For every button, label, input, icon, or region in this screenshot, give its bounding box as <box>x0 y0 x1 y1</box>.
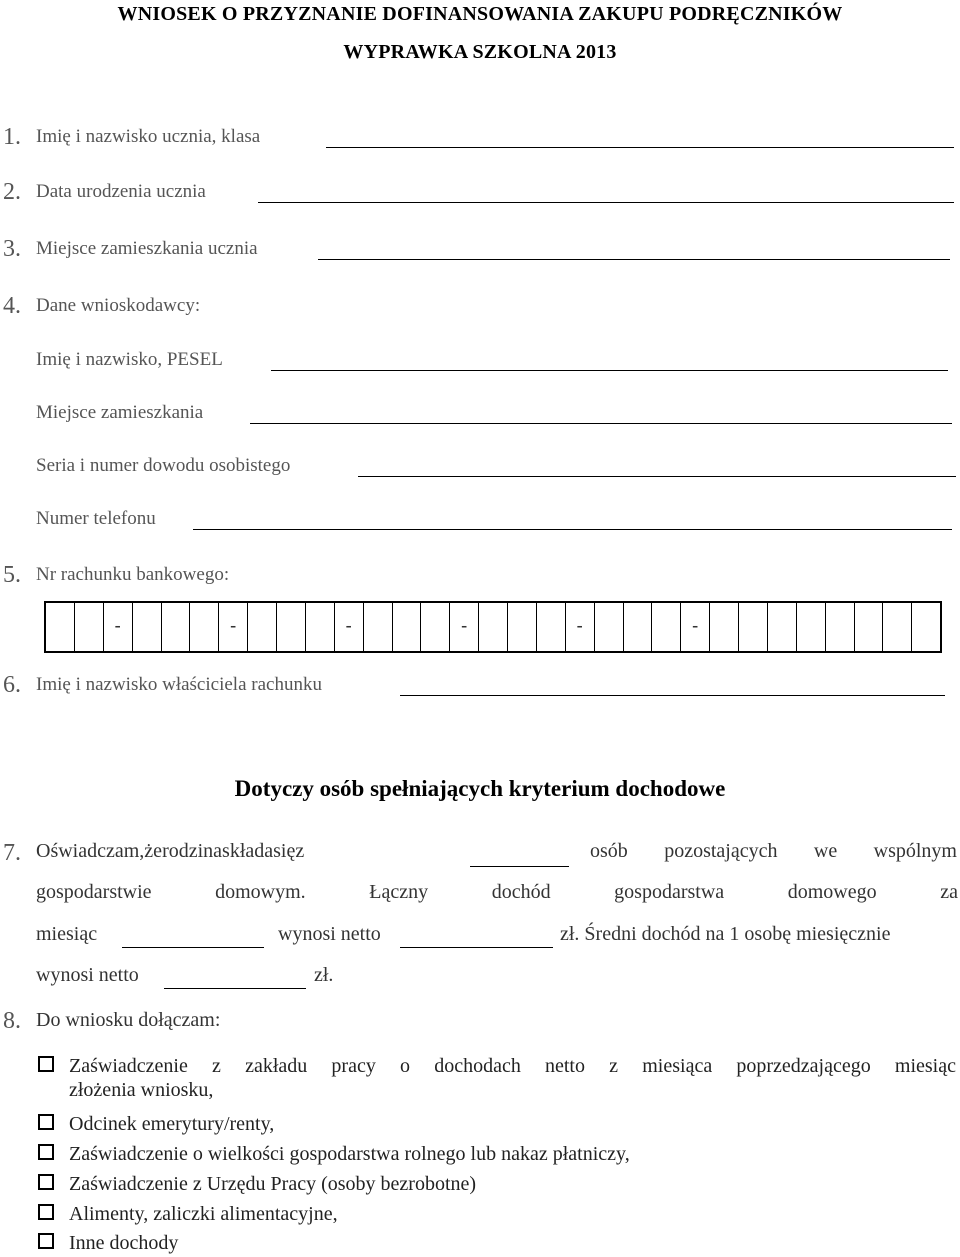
attachment-item[interactable] <box>38 1110 958 1138</box>
statement-word: że <box>144 840 163 862</box>
statement-line1-end <box>590 840 957 863</box>
statement-word: się <box>273 840 296 862</box>
attachment-line2: złożenia wniosku, <box>69 1079 214 1101</box>
digit-box[interactable] <box>248 603 277 651</box>
statement-word: pozostających <box>664 840 778 862</box>
form-title-line2: WYPRAWKA SZKOLNA 2013 <box>343 41 617 63</box>
digit-box[interactable] <box>624 603 653 651</box>
applicant-row-id-card <box>0 451 960 481</box>
digit-box[interactable] <box>277 603 306 651</box>
separator-box: - <box>104 603 133 651</box>
account-owner-input-line[interactable] <box>400 695 945 696</box>
attachment-word: z <box>609 1055 619 1077</box>
statement-word: Łączny <box>369 881 429 903</box>
statement-word: z <box>295 840 305 862</box>
field-number: 4. <box>3 293 21 319</box>
field-label: Imię i nazwisko właściciela rachunku <box>36 674 322 695</box>
digit-box[interactable] <box>537 603 566 651</box>
digit-box[interactable] <box>710 603 739 651</box>
digit-box[interactable] <box>855 603 884 651</box>
attachment-text: Odcinek emerytury/renty, <box>69 1113 275 1135</box>
field-label: Imię i nazwisko ucznia, klasa <box>36 126 261 147</box>
separator-box: - <box>450 603 479 651</box>
checkbox[interactable] <box>38 1204 54 1220</box>
student-address-input-line[interactable] <box>318 259 950 260</box>
digit-box[interactable] <box>595 603 624 651</box>
field-number: 5. <box>3 562 21 588</box>
statement-word: we <box>813 840 838 862</box>
digit-box[interactable] <box>652 603 681 651</box>
field-row-student-address <box>0 234 960 264</box>
attachment-text: Zaświadczenie o wielkości gospodarstwa rolnego lub nakaz płatniczy, <box>69 1143 630 1165</box>
attachment-word: poprzedzającego <box>736 1055 871 1077</box>
digit-box[interactable] <box>190 603 219 651</box>
statement-word: wspólnym <box>873 840 957 862</box>
digit-box[interactable] <box>306 603 335 651</box>
bank-account-boxes[interactable] <box>44 601 942 653</box>
statement-word: domowym. <box>215 881 306 903</box>
attachment-text <box>69 1052 956 1104</box>
checkbox[interactable] <box>38 1114 54 1130</box>
digit-box[interactable] <box>46 603 75 651</box>
statement-word: gospodarstwie <box>36 881 152 903</box>
attachment-word: pracy <box>331 1055 376 1077</box>
statement-line3-b: wynosi netto <box>278 923 381 945</box>
attachment-word: z <box>212 1055 221 1077</box>
student-name-input-line[interactable] <box>326 147 954 148</box>
digit-box[interactable] <box>826 603 855 651</box>
statement-word: rodzina <box>162 840 223 862</box>
statement-line3-c: zł. Średni dochód na 1 osobę miesięcznie <box>560 923 891 945</box>
statement-word: gospodarstwa <box>614 881 725 903</box>
checkbox[interactable] <box>38 1144 54 1160</box>
attachment-item[interactable] <box>38 1229 958 1257</box>
household-members-input-line[interactable] <box>470 866 569 867</box>
attachment-word: o <box>400 1055 411 1077</box>
attachment-word: miesiąc <box>894 1055 956 1077</box>
attachment-word: miesiąca <box>642 1055 713 1077</box>
applicant-label: Seria i numer dowodu osobistego <box>36 455 291 476</box>
field-number: 1. <box>3 124 21 150</box>
separator-box: - <box>681 603 710 651</box>
attachment-text: Inne dochody <box>69 1232 179 1254</box>
field-number: 2. <box>3 179 21 205</box>
digit-box[interactable] <box>797 603 826 651</box>
digit-box[interactable] <box>133 603 162 651</box>
attachment-item[interactable] <box>38 1170 958 1198</box>
household-income-input-line[interactable] <box>400 947 553 948</box>
applicant-label: Miejsce zamieszkania <box>36 402 204 423</box>
month-input-line[interactable] <box>122 947 264 948</box>
id-card-input-line[interactable] <box>358 476 956 477</box>
phone-input-line[interactable] <box>193 529 952 530</box>
applicant-row-phone <box>0 504 960 534</box>
attachment-text: Zaświadczenie z Urzędu Pracy (osoby bezrobotne) <box>69 1173 477 1195</box>
name-pesel-input-line[interactable] <box>271 370 948 371</box>
section-heading-income: Dotyczy osób spełniających kryterium dochodowe <box>234 776 726 801</box>
form-title-line1: WNIOSEK O PRZYZNANIE DOFINANSOWANIA ZAKUPU PODRĘCZNIKÓW <box>117 3 843 25</box>
attachments-label: Do wniosku dołączam: <box>36 1009 221 1031</box>
field-row-birth-date <box>0 177 960 207</box>
field-row-applicant <box>0 291 960 321</box>
digit-box[interactable] <box>883 603 912 651</box>
separator-box: - <box>566 603 595 651</box>
field-row-account-owner <box>0 670 960 700</box>
statement-line2 <box>36 881 958 904</box>
checkbox[interactable] <box>38 1233 54 1249</box>
digit-box[interactable] <box>508 603 537 651</box>
applicant-row-address <box>0 398 960 428</box>
checkbox[interactable] <box>38 1056 54 1072</box>
statement-line1-start <box>36 840 305 863</box>
statement-word: dochód <box>491 881 551 903</box>
field-label: Nr rachunku bankowego: <box>36 564 230 585</box>
field-number: 7. <box>3 840 21 866</box>
digit-box[interactable] <box>768 603 797 651</box>
statement-word: składa <box>222 840 274 862</box>
separator-box: - <box>335 603 364 651</box>
digit-box[interactable] <box>421 603 450 651</box>
digit-box[interactable] <box>393 603 422 651</box>
attachment-word: netto <box>545 1055 585 1077</box>
field-row-bank-account <box>0 560 960 590</box>
separator-box: - <box>219 603 248 651</box>
digit-box[interactable] <box>162 603 191 651</box>
digit-box[interactable] <box>912 603 940 651</box>
field-number: 3. <box>3 236 21 262</box>
statement-word: za <box>940 881 958 903</box>
applicant-address-input-line[interactable] <box>250 423 952 424</box>
birth-date-input-line[interactable] <box>258 202 954 203</box>
statement-word: Oświadczam, <box>36 840 145 862</box>
attachment-text: Alimenty, zaliczki alimentacyjne, <box>69 1203 338 1225</box>
attachment-item[interactable] <box>38 1052 958 1108</box>
attachment-item[interactable] <box>38 1140 958 1168</box>
statement-line4-b: zł. <box>314 964 334 986</box>
field-label: Dane wnioskodawcy: <box>36 295 201 316</box>
field-label: Miejsce zamieszkania ucznia <box>36 238 258 259</box>
statement-line3-a: miesiąc <box>36 923 98 945</box>
applicant-label: Numer telefonu <box>36 508 156 529</box>
field-row-student-name <box>0 122 960 152</box>
statement-line4-a: wynosi netto <box>36 964 139 986</box>
income-per-person-input-line[interactable] <box>164 988 306 989</box>
digit-box[interactable] <box>739 603 768 651</box>
checkbox[interactable] <box>38 1174 54 1190</box>
digit-box[interactable] <box>479 603 508 651</box>
statement-word: domowego <box>787 881 877 903</box>
digit-box[interactable] <box>75 603 104 651</box>
attachment-word: zakładu <box>245 1055 308 1077</box>
statement-word: osób <box>590 840 628 862</box>
field-number: 8. <box>3 1008 21 1034</box>
attachment-word: dochodach <box>434 1055 521 1077</box>
applicant-label: Imię i nazwisko, PESEL <box>36 349 223 370</box>
field-number: 6. <box>3 672 21 698</box>
field-label: Data urodzenia ucznia <box>36 181 206 202</box>
attachment-word: Zaświadczenie <box>69 1055 188 1077</box>
applicant-row-name-pesel <box>0 345 960 375</box>
digit-box[interactable] <box>364 603 393 651</box>
attachment-item[interactable] <box>38 1200 958 1228</box>
